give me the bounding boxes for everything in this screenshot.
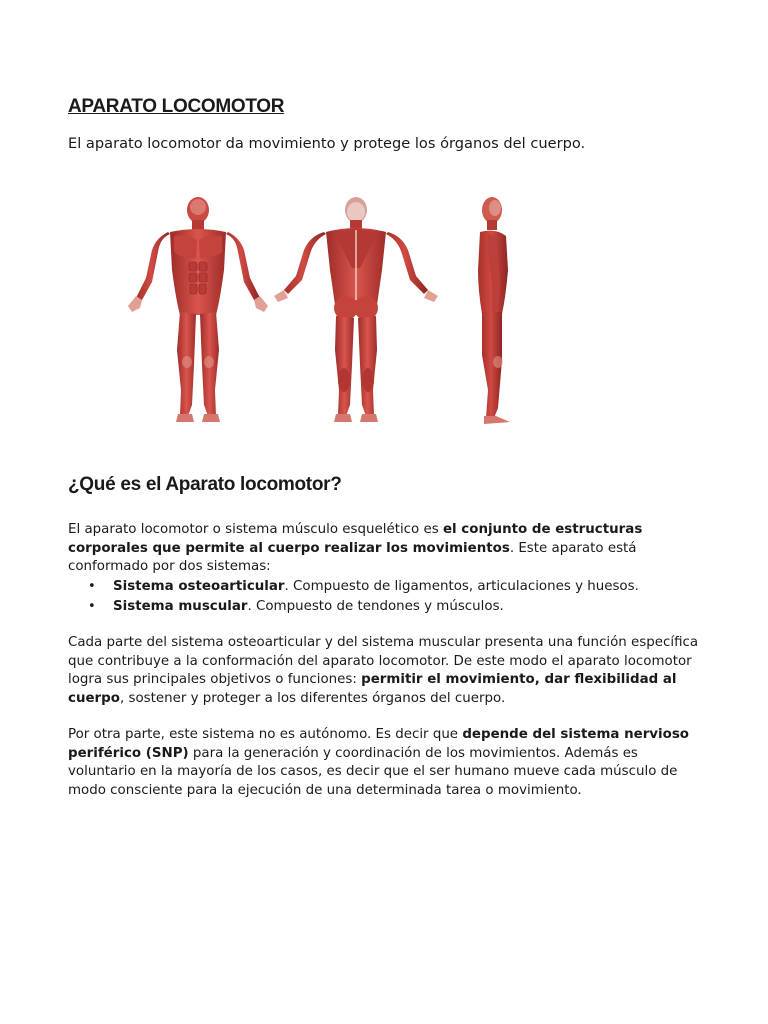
list-item	[68, 577, 708, 597]
systems-list	[68, 577, 708, 616]
list-item-text: . Compuesto de ligamentos, articulaciones y huesos.	[284, 579, 639, 594]
list-item-bold: Sistema muscular	[113, 598, 248, 614]
paragraph-bold-text: el conjunto de estructuras corporales que permite al cuerpo realizar los movimientos	[68, 522, 643, 556]
intro-text: El aparato locomotor da movimiento y protege los órganos del cuerpo.	[68, 135, 586, 152]
bullet-icon: •	[88, 598, 96, 614]
section-heading: ¿Qué es el Aparato locomotor?	[68, 474, 342, 495]
paragraph-definition	[68, 521, 708, 577]
back-view-figure	[274, 197, 438, 422]
paragraph-text: . Este aparato está conformado por dos sistemas:	[68, 540, 637, 574]
paragraph-bold-text: depende del sistema nervioso periférico (SNP)	[68, 727, 689, 761]
paragraph-bold-text: permitir el movimiento, dar flexibilidad al cuerpo	[68, 672, 677, 706]
list-item-text: . Compuesto de tendones y músculos.	[247, 598, 504, 614]
paragraph-functions	[68, 634, 708, 708]
side-view-figure	[478, 197, 510, 424]
paragraph-text: Cada parte del sistema osteoarticular y del sistema muscular presenta una función específica que contribuye a la conformación del aparato locomotor. De este modo el aparato locomotor logra sus principales objetivos o funciones:	[68, 635, 699, 687]
paragraph-text: El aparato locomotor o sistema músculo esquelético es	[68, 522, 443, 537]
bullet-icon: •	[88, 579, 96, 594]
paragraph-text: para la generación y coordinación de los movimientos. Además es voluntario en la mayoría de los casos, es decir que el ser humano mueve cada músculo de modo consciente para la ejecución de una determinada tarea o movimiento.	[68, 745, 678, 798]
paragraph-nervous-system	[68, 726, 708, 800]
list-item	[68, 597, 708, 617]
paragraph-text: Por otra parte, este sistema no es autónomo. Es decir que	[68, 727, 463, 742]
page-title: APARATO LOCOMOTOR	[68, 96, 285, 117]
muscular-system-illustration	[120, 190, 540, 440]
list-item-bold: Sistema osteoarticular	[113, 579, 285, 594]
paragraph-text: , sostener y proteger a los diferentes órganos del cuerpo.	[119, 690, 506, 706]
front-view-figure	[128, 197, 268, 422]
